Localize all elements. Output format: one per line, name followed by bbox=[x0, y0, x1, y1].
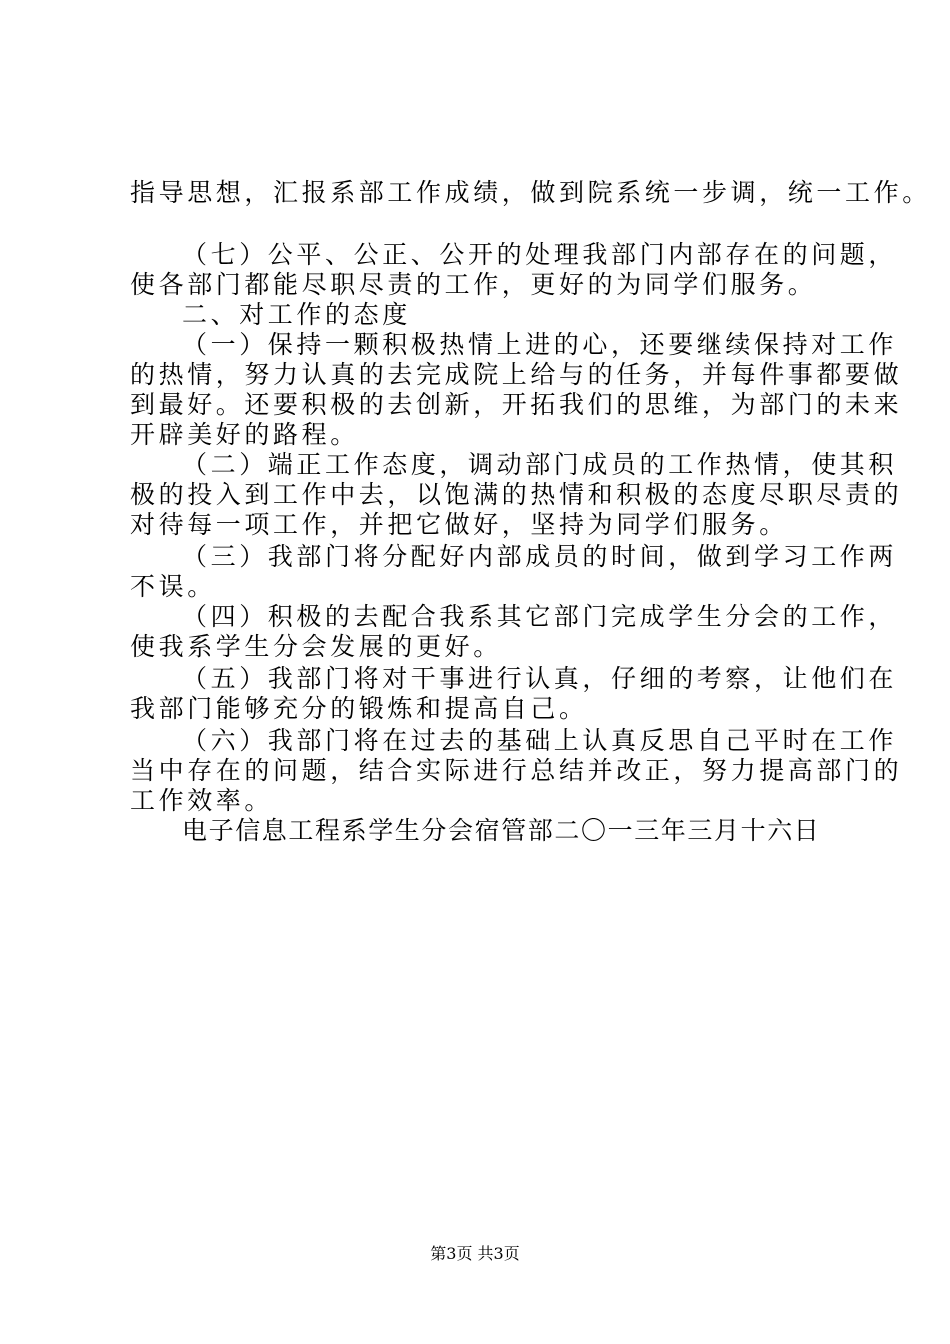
paragraph-line-17: 我部门能够充分的锻炼和提高自己。 bbox=[130, 694, 588, 723]
paragraph-line-3: 使各部门都能尽职尽责的工作，更好的为同学们服务。 bbox=[130, 270, 817, 299]
paragraph-line-7: 到最好。还要积极的去创新，开拓我们的思维，为部门的未来 bbox=[130, 390, 903, 419]
section-heading: 二、对工作的态度 bbox=[182, 300, 411, 329]
page-number-footer: 第3页 共3页 bbox=[430, 1244, 520, 1263]
paragraph-line-10: 极的投入到工作中去，以饱满的热情和积极的态度尽职尽责的 bbox=[130, 480, 903, 509]
paragraph-line-12: （三）我部门将分配好内部成员的时间，做到学习工作两 bbox=[182, 542, 898, 571]
paragraph-line-19: 当中存在的问题，结合实际进行总结并改正，努力提高部门的 bbox=[130, 756, 903, 785]
paragraph-line-8: 开辟美好的路程。 bbox=[130, 420, 359, 449]
paragraph-line-13: 不误。 bbox=[130, 572, 216, 601]
paragraph-line-2: （七）公平、公正、公开的处理我部门内部存在的问题， bbox=[182, 240, 898, 269]
paragraph-line-5: （一）保持一颗积极热情上进的心，还要继续保持对工作 bbox=[182, 330, 898, 359]
paragraph-line-20: 工作效率。 bbox=[130, 786, 274, 815]
paragraph-line-6: 的热情，努力认真的去完成院上给与的任务，并每件事都要做 bbox=[130, 360, 903, 389]
paragraph-line-16: （五）我部门将对干事进行认真，仔细的考察，让他们在 bbox=[182, 664, 898, 693]
paragraph-line-9: （二）端正工作态度，调动部门成员的工作热情，使其积 bbox=[182, 450, 898, 479]
paragraph-line-1: 指导思想，汇报系部工作成绩，做到院系统一步调，统一工作。 bbox=[130, 178, 931, 207]
paragraph-line-11: 对待每一项工作，并把它做好，坚持为同学们服务。 bbox=[130, 510, 788, 539]
paragraph-line-15: 使我系学生分会发展的更好。 bbox=[130, 632, 502, 661]
paragraph-line-14: （四）积极的去配合我系其它部门完成学生分会的工作， bbox=[182, 602, 898, 631]
paragraph-line-18: （六）我部门将在过去的基础上认真反思自己平时在工作 bbox=[182, 726, 898, 755]
signature-line: 电子信息工程系学生分会宿管部二〇一三年三月十六日 bbox=[182, 816, 821, 845]
